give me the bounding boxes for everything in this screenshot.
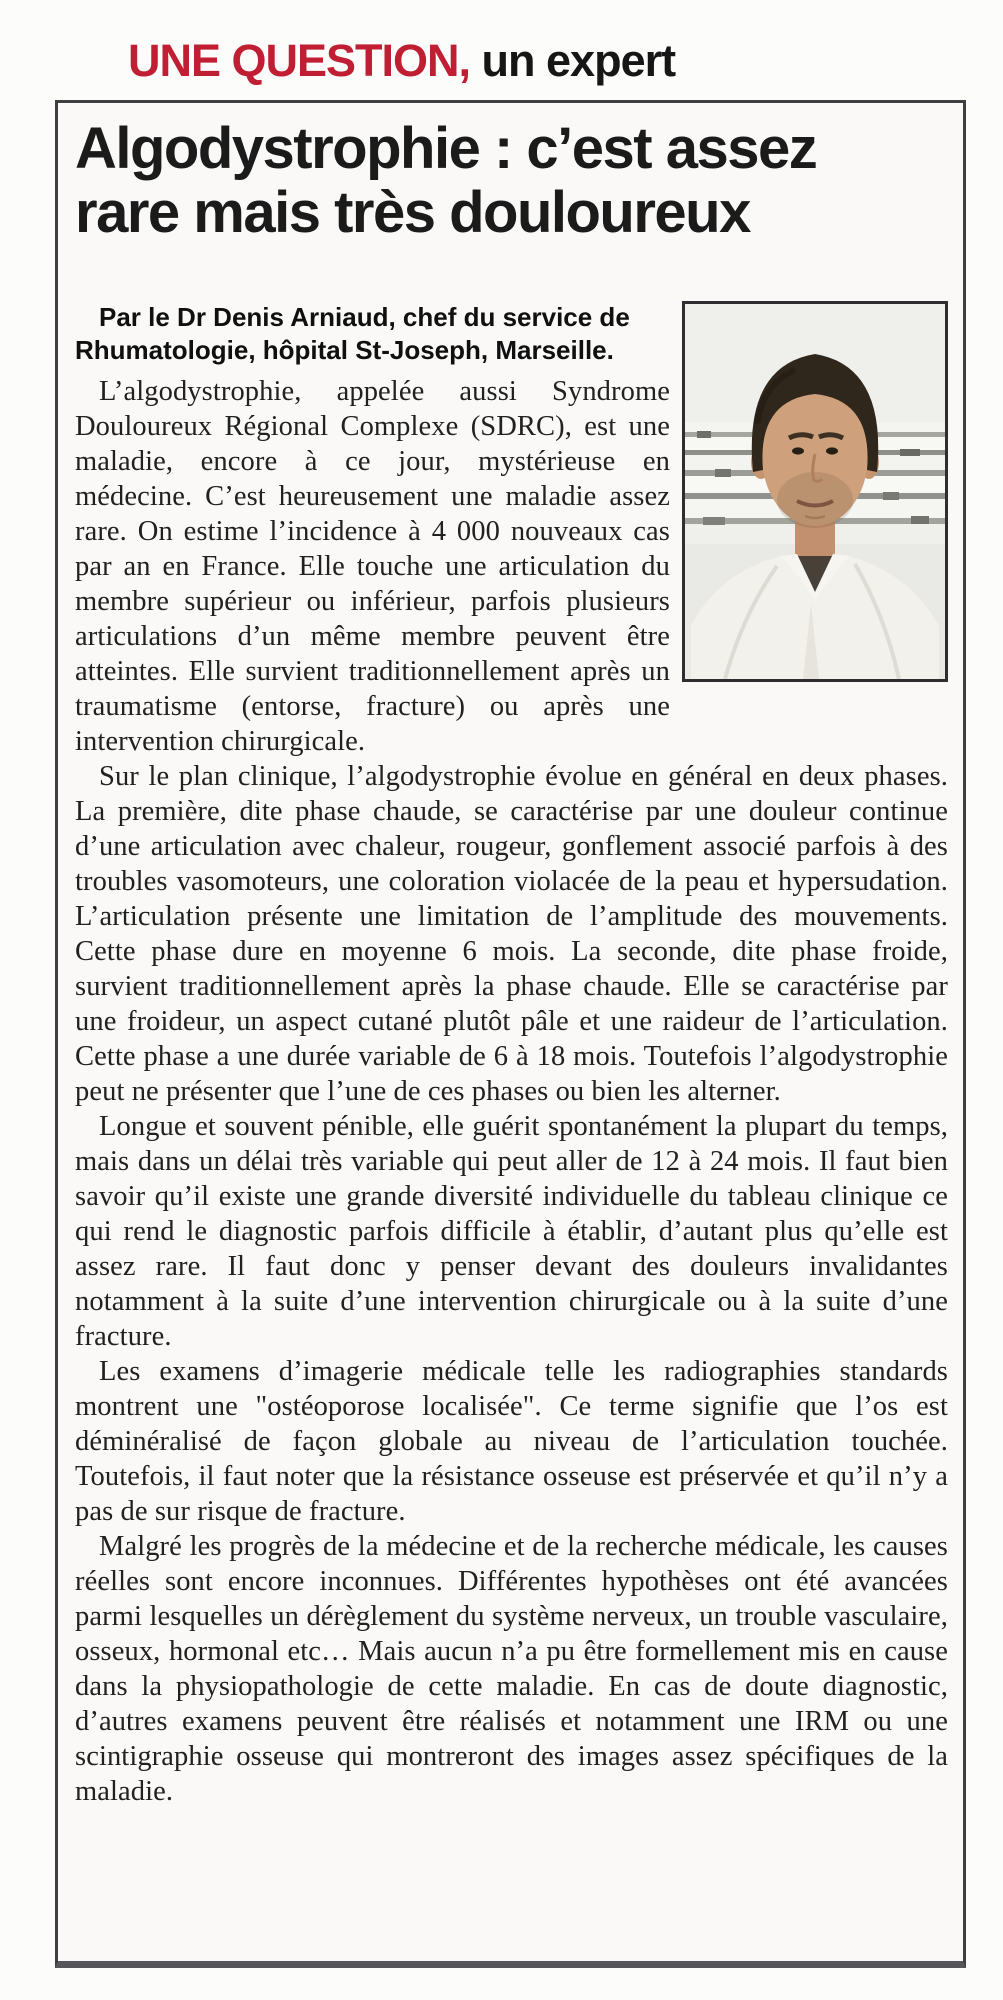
expert-photo (682, 301, 948, 682)
kicker-un-expert: un expert (470, 35, 676, 86)
title-line-1: Algodystrophie : c’est assez (75, 116, 817, 181)
section-kicker (128, 35, 676, 86)
paragraph-2: Sur le plan clinique, l’algodystrophie évolue en général en deux phases. La première, dite phase chaude, se caractérise par une douleur continue d’une articulation avec chaleur, rougeur, gonflement associé parfois à des troubles vasomoteurs, une coloration violacée de la peau et hypersudation. L’articulation présente une limitation de l’amplitude des mouvements. Cette phase dure en moyenne 6 mois. La seconde, dite phase froide, survient traditionnellement après la phase chaude. Elle se caractérise par une froideur, un aspect cutané plutôt pâle et une raideur de l’articulation. Cette phase a une durée variable de 6 à 18 mois. Toutefois l’algodystrophie peut ne présenter que l’une de ces phases ou bien les alterner. (75, 761, 948, 1107)
title-line-2: rare mais très douloureux (75, 180, 750, 245)
article-title (75, 117, 948, 245)
paragraph-4: Les examens d’imagerie médicale telle les radiographies standards montrent une "ostéoporose localisée". Ce terme signifie que l’os est déminéralisé de façon globale au niveau de l’articulation touchée. Toutefois, il faut noter que la résistance osseuse est préservée et qu’il n’y a pas de sur risque de fracture. (75, 1356, 948, 1527)
paragraph-3: Longue et souvent pénible, elle guérit spontanément la plupart du temps, mais dans un délai très variable qui peut aller de 12 à 24 mois. Il faut bien savoir qu’il existe une grande diversité individuelle du tableau clinique ce qui rend le diagnostic parfois difficile à établir, d’autant plus qu’elle est assez rare. Il faut donc y penser devant des douleurs invalidantes notamment à la suite d’une intervention chirurgicale ou à la suite d’une fracture. (75, 1111, 948, 1352)
byline-line-1: Par le Dr Denis Arniaud, chef du service de (99, 302, 630, 332)
expert-portrait-illustration (685, 304, 945, 679)
article-box (55, 100, 966, 1968)
article-body (75, 301, 948, 1809)
kicker-une-question: UNE QUESTION, (128, 35, 471, 86)
paragraph-1: L’algodystrophie, appelée aussi Syndrome Douloureux Régional Complexe (SDRC), est une maladie, encore à ce jour, mystérieuse en médecine. C’est heureusement une maladie assez rare. On estime l’incidence à 4 000 nouveaux cas par an en France. Elle touche une articulation du membre supérieur ou inférieur, parfois plusieurs articulations d’un même membre peuvent être atteintes. Elle survient traditionnellement après un traumatisme (entorse, fracture) ou après une intervention chirurgicale. (75, 376, 670, 757)
paragraph-5: Malgré les progrès de la médecine et de la recherche médicale, les causes réelles sont encore inconnues. Différentes hypothèses ont été avancées parmi lesquelles un dérèglement du système nerveux, un trouble vasculaire, osseux, hormonal etc… Mais aucun n’a pu être formellement mis en cause dans la physiopathologie de cette maladie. En cas de doute diagnostic, d’autres examens peuvent être réalisés et notamment une IRM ou une scintigraphie osseuse qui montreront des images assez spécifiques de la maladie. (75, 1531, 948, 1807)
byline-line-2: Rhumatologie, hôpital St-Joseph, Marseille. (75, 335, 614, 365)
